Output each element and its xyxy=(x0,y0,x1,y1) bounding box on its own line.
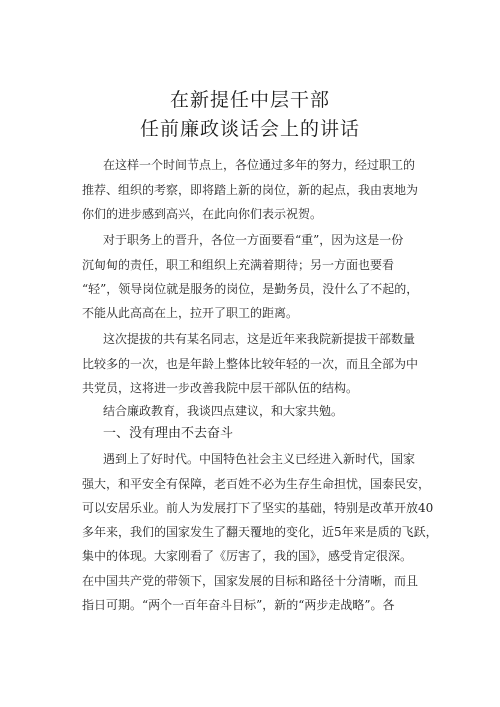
paragraph-line: 不能从此高高在上，拉开了职工的距离。 xyxy=(82,306,299,320)
paragraph-line: 指日可期。“两个一百年奋斗目标”，新的“两步走战略”。各 xyxy=(82,598,395,612)
paragraph-line: 遇到上了好时代。中国特色社会主义已经进入新时代，国家 xyxy=(103,452,416,466)
paragraph-line: 推荐、组织的考察，即将踏上新的岗位，新的起点，我由衷地为 xyxy=(82,183,419,197)
document-title-line-2: 任前廉政谈话会上的讲话 xyxy=(139,118,360,140)
paragraph-line: 你们的进步感到高兴，在此向你们表示祝贺。 xyxy=(82,207,323,221)
paragraph-line: 对于职务上的晋升，各位一方面要看“重”，因为这是一份 xyxy=(103,233,404,247)
paragraph-line: 多年来，我们的国家发生了翻天覆地的变化，近5年来是质的飞跃， xyxy=(82,525,438,539)
paragraph-line: 在中国共产党的带领下，国家发展的目标和路径十分清晰，而且 xyxy=(82,574,419,588)
paragraph-line: 强大，和平安全有保障，老百姓不必为生存生命担忧，国泰民安， xyxy=(82,477,431,491)
paragraph-line: 集中的体现。大家刚看了《厉害了，我的国》，感受肯定很深。 xyxy=(82,549,413,563)
section-heading: 一、没有理由不去奋斗 xyxy=(103,426,234,441)
paragraph-line: 这次提拔的共有某名同志，这是近年来我院新提拔干部数量 xyxy=(103,332,416,346)
paragraph-line: 结合廉政教育，我谈四点建议，和大家共勉。 xyxy=(103,404,344,418)
paragraph-line: 可以安居乐业。前人为发展打下了坚实的基础，特别是改革开放40 xyxy=(82,501,434,515)
paragraph-line: “轻”，领导岗位就是服务的岗位，是勤务员，没什么了不起的， xyxy=(82,282,419,296)
document-title-line-1: 在新提任中层干部 xyxy=(169,89,330,111)
paragraph-line: 在这样一个时间节点上，各位通过多年的努力，经过职工的 xyxy=(103,158,416,172)
paragraph-line: 共党员，这将进一步改善我院中层干部队伍的结构。 xyxy=(82,381,359,395)
paragraph-line: 沉甸甸的责任，职工和组织上充满着期待；另一方面也要看 xyxy=(82,258,395,272)
paragraph-line: 比较多的一次，也是年龄上整体比较年轻的一次，而且全部为中 xyxy=(82,357,419,371)
